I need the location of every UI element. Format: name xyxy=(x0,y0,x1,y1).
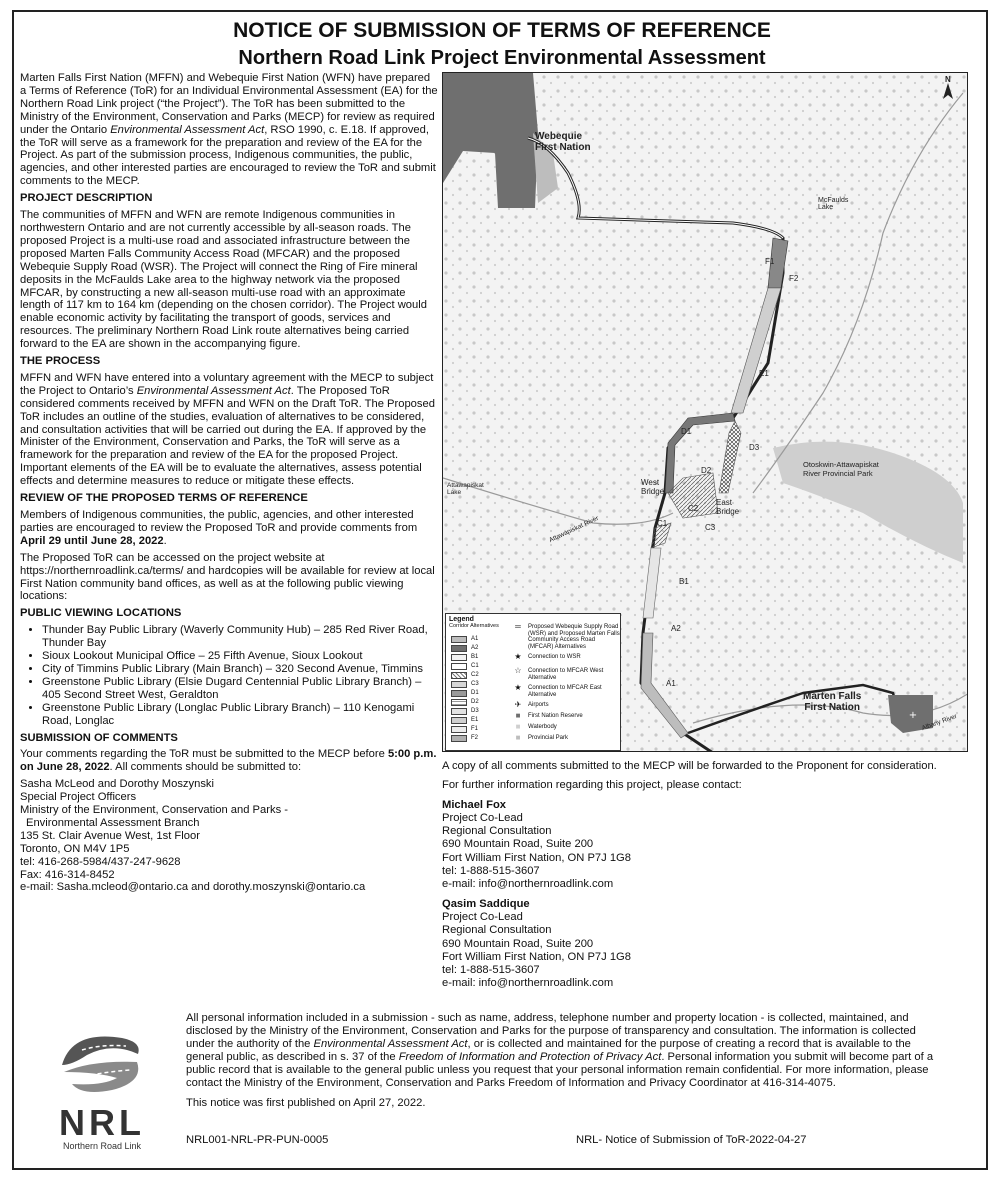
contact-line: 690 Mountain Road, Suite 200 xyxy=(442,838,594,851)
legend-corridor-d3: D3 xyxy=(449,708,509,717)
address-line: Toronto, ON M4V 1P5 xyxy=(20,842,130,855)
legend-corridor-a1: A1 xyxy=(449,636,509,645)
map-label-west-bridge: West Bridge xyxy=(641,478,665,496)
legend-corridor-c3: C3 xyxy=(449,681,509,690)
star-outline-icon: ☆ xyxy=(514,666,522,675)
legend-corridor-d2: D2 xyxy=(449,699,509,708)
logo-wordmark: NRL xyxy=(59,1102,145,1143)
north-label: N xyxy=(945,75,951,84)
review-text: Members of Indigenous communities, the public, agencies, and other interested parties are encouraged to review the Proposed ToR and provide comments from April 29 until June 28, 2022. xyxy=(20,509,418,547)
road-swirl-icon xyxy=(42,1020,162,1100)
legend-title: Legend xyxy=(449,616,474,623)
notice-title: NOTICE OF SUBMISSION OF TERMS OF REFERENCE xyxy=(233,19,771,42)
address-line: 135 St. Clair Avenue West, 1st Floor xyxy=(20,829,200,842)
contact-line: Fort William First Nation, ON P7J 1G8 xyxy=(442,950,631,963)
map-label-attawapiskat-river: Attawapiskat River xyxy=(548,514,600,545)
contact-email: e-mail: info@northernroadlink.com xyxy=(442,878,614,891)
road-line-icon: ═ xyxy=(515,622,521,631)
map-label-c3: C3 xyxy=(705,523,716,532)
map-label-albany-river: Albany River xyxy=(920,712,958,733)
map-label-f2: F2 xyxy=(789,274,799,283)
legend-item-routes: ═ Proposed Webequie Supply Road (WSR) and Proposed Marten Falls Community Access Road (MFCAR) Alternatives xyxy=(512,624,622,648)
mecp-address xyxy=(20,778,438,894)
locations-heading: PUBLIC VIEWING LOCATIONS xyxy=(20,607,182,620)
map-label-f1: F1 xyxy=(765,257,775,266)
map-label-east-bridge: East Bridge xyxy=(716,498,740,516)
legend-item-wsr: ★ Connection to WSR xyxy=(512,654,622,663)
process-text: MFFN and WFN have entered into a voluntary agreement with the MECP to subject the Project to Ontario’s Environmental Assessment Act. The Proposed ToR considered comments received by MFFN and WFN on the Draft ToR. The Proposed ToR includes an outline of the studies, evaluation of alternatives to be considered, and consultation activities that will be carried out during the EA. If approved by the Minister of the Environment, Conservation and Parks, the ToR will serve as a framework for the preparation and review of the EA for the proposed Project. Important elements of the EA will be to evaluate the alternatives, assess potential effects and determine measures to reduce or mitigate these effects. xyxy=(20,371,435,488)
map-legend xyxy=(445,613,621,751)
legend-item-park: ■ Provincial Park xyxy=(512,735,622,744)
list-item: • Greenstone Public Library (Elsie Dugard Centennial Public Library Branch) – 405 Second Street West, Geraldton xyxy=(42,676,438,702)
contact-name: Qasim Saddique xyxy=(442,897,530,910)
map-label-d3: D3 xyxy=(749,443,760,452)
park-swatch-icon: ■ xyxy=(515,733,521,742)
review-heading: REVIEW OF THE PROPOSED TERMS OF REFERENCE xyxy=(20,492,308,505)
project-description-heading: PROJECT DESCRIPTION xyxy=(20,192,153,205)
contact-line: Fort William First Nation, ON P7J 1G8 xyxy=(442,851,631,864)
contact-line: Project Co-Lead xyxy=(442,811,523,824)
email-line: e-mail: Sasha.mcleod@ontario.ca and dorothy.moszynski@ontario.ca xyxy=(20,881,366,894)
address-line: Special Project Officers xyxy=(20,791,137,804)
legend-corridor-title: Corridor Alternatives xyxy=(449,623,499,629)
map-label-marten-falls: Marten Falls First Nation xyxy=(803,691,862,713)
contact-card xyxy=(442,898,972,991)
locations-list xyxy=(20,624,438,727)
svg-text:+: + xyxy=(908,710,918,721)
star-icon: ★ xyxy=(514,652,522,661)
published-date: This notice was first published on April 27, 2022. xyxy=(186,1097,426,1110)
address-line: Ministry of the Environment, Conservation and Parks - xyxy=(20,804,288,817)
legend-corridor-e1: E1 xyxy=(449,717,509,726)
legend-corridor-a2: A2 xyxy=(449,645,509,654)
intro-paragraph: Marten Falls First Nation (MFFN) and Webequie First Nation (WFN) have prepared a Terms of Reference (ToR) for an Individual Environmental Assessment (EA) for the Northern Road Link project (“the Project”). The ToR has been submitted to the Ministry of the Environment, Conservation and Parks (MECP) for review as required under the Ontario Environmental Assessment Act, RSO 1990, c. E.18. If approved, the ToR will serve as a framework for the preparation and review of the EA for the Project. As part of the submission process, Indigenous communities, the public, agencies, and other interested parties are encouraged to review the ToR and submit comments to the MECP. xyxy=(20,72,438,188)
map-label-attawapiskat-lake: Attawapiskat Lake xyxy=(447,482,484,496)
privacy-text: All personal information included in a submission - such as name, address, telephone number and property location - is collected, maintained, and disclosed by the Ministry of the Environment, Conservation and Parks for the purpose of transparency and consultation. The information is collected under the authority of the Environmental Assessment Act, or is collected and maintained for the purpose of creating a record that is available to the general public, as described in s. 37 of the Freedom of Information and Protection of Privacy Act. Personal information you submit will become part of a public record that is available to the general public unless you request that your personal information remain confidential. For more information, please contact the Ministry of the Environment, Conservation and Parks Freedom of Information and Privacy Coordinator at 416-314-4075. xyxy=(186,1012,934,1089)
nrl-logo xyxy=(42,1020,162,1150)
copy-note: A copy of all comments submitted to the MECP will be forwarded to the Proponent for consideration. xyxy=(442,760,937,772)
list-item: • City of Timmins Public Library (Main Branch) – 320 Second Avenue, Timmins xyxy=(42,663,438,676)
submission-text: Your comments regarding the ToR must be submitted to the MECP before 5:00 p.m. on June 28, 2022. All comments should be submitted to: xyxy=(20,748,437,774)
legend-item-airports: ✈ Airports xyxy=(512,702,622,711)
map-label-c1: C1 xyxy=(657,519,668,528)
water-swatch-icon: ■ xyxy=(515,722,521,731)
map-label-a1: A1 xyxy=(666,679,676,688)
legend-item-waterbody: ■ Waterbody xyxy=(512,724,622,733)
map-label-mcfaulds: McFaulds Lake xyxy=(818,197,849,211)
contact-card xyxy=(442,799,972,892)
contact-line: 690 Mountain Road, Suite 200 xyxy=(442,937,594,950)
address-line: Sasha McLeod and Dorothy Moszynski xyxy=(20,778,215,791)
map-label-b1: B1 xyxy=(679,577,689,586)
legend-item-mfcar-west: ☆ Connection to MFCAR West Alternative xyxy=(512,668,622,682)
list-item: • Sioux Lookout Municipal Office – 25 Fifth Avenue, Sioux Lookout xyxy=(42,650,438,663)
contact-name: Michael Fox xyxy=(442,798,507,811)
map-label-park: Otoskwin-Attawapiskat River Provincial Park xyxy=(803,460,879,478)
map-label-d2: D2 xyxy=(701,466,712,475)
legend-corridor-f2: F2 xyxy=(449,735,509,744)
document-id-right: NRL- Notice of Submission of ToR-2022-04-27 xyxy=(576,1134,807,1146)
contact-line: tel: 1-888-515-3607 xyxy=(442,964,540,977)
privacy-notice xyxy=(186,1012,946,1118)
map-label-c2: C2 xyxy=(688,504,699,513)
map-label-a2: A2 xyxy=(671,624,681,633)
legend-corridor-d1: D1 xyxy=(449,690,509,699)
process-heading: THE PROCESS xyxy=(20,355,101,368)
map-label-webequie: Webequie First Nation xyxy=(535,131,591,153)
contact-line: tel: 1-888-515-3607 xyxy=(442,865,540,878)
access-text: The Proposed ToR can be accessed on the project website at https://northernroadlink.ca/terms/ and hardcopies will be available for review at local First Nation community band offices, as well as at the following public viewing locations: xyxy=(20,551,435,603)
logo-tagline: Northern Road Link xyxy=(62,1141,142,1151)
legend-corridor-f1: F1 xyxy=(449,726,509,735)
list-item: • Greenstone Public Library (Longlac Public Library Branch) – 110 Kenogami Road, Longlac xyxy=(42,702,438,728)
map-label-d1: D1 xyxy=(681,427,692,436)
legend-corridor-c1: C1 xyxy=(449,663,509,672)
project-description-text: The communities of MFFN and WFN are remote Indigenous communities in northwestern Ontario and are not currently accessible by all-season roads. The proposed Project is a multi-use road and associated infrastructure between the proposed Marten Falls Community Access Road (MFCAR) and the proposed Webequie Supply Road (WSR). The Project will connect the Ring of Fire mineral deposits in the McFaulds Lake area to the highway network via the proposed MFCAR, by constructing a new all-season multi-use road with an approximate length of 117 km to 164 km (depending on the chosen corridor). The Project would enable economic activity by facilitating the transport of goods, services and resources. The preliminary Northern Road Link route alternatives being carried forward to the EA are shown in the accompanying figure. xyxy=(20,209,427,351)
airport-icon: ✈ xyxy=(514,700,522,709)
legend-item-reserve: ■ First Nation Reserve xyxy=(512,713,622,722)
route-map xyxy=(442,72,968,752)
legend-corridor-b1: B1 xyxy=(449,654,509,663)
address-line: tel: 416-268-5984/437-247-9628 xyxy=(20,855,181,868)
contact-line: Regional Consultation xyxy=(442,825,552,838)
contact-line: Regional Consultation xyxy=(442,924,552,937)
left-column xyxy=(20,72,438,898)
address-line: Environmental Assessment Branch xyxy=(26,816,200,829)
star-icon: ★ xyxy=(514,683,522,692)
address-line: Fax: 416-314-8452 xyxy=(20,868,115,881)
contact-email: e-mail: info@northernroadlink.com xyxy=(442,977,614,990)
contact-line: Project Co-Lead xyxy=(442,910,523,923)
legend-item-mfcar-east: ★ Connection to MFCAR East Alternative xyxy=(512,685,622,699)
right-column xyxy=(442,760,972,997)
document-id-left: NRL001-NRL-PR-PUN-0005 xyxy=(186,1134,329,1146)
list-item: • Thunder Bay Public Library (Waverly Community Hub) – 285 Red River Road, Thunder Bay xyxy=(42,624,438,650)
map-label-e1: E1 xyxy=(759,369,769,378)
further-info: For further information regarding this project, please contact: xyxy=(442,779,742,792)
submission-heading: SUBMISSION OF COMMENTS xyxy=(20,731,178,744)
notice-subtitle: Northern Road Link Project Environmental Assessment xyxy=(238,47,766,69)
legend-corridor-c2: C2 xyxy=(449,672,509,681)
reserve-swatch-icon: ■ xyxy=(515,711,521,720)
